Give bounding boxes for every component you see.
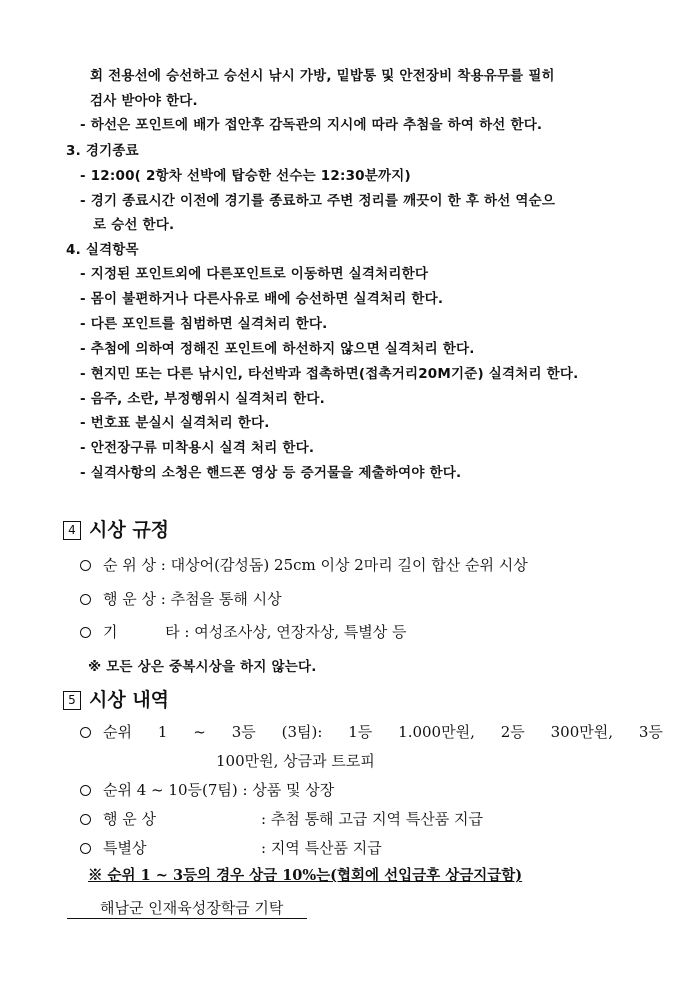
award-rules-heading [63,519,169,542]
award-detail-top3-parts [103,723,663,741]
award-rule-text: 여성조사상, 연장자상, 특별상 등 [194,623,407,641]
section-3-line-1: - 12:00( 2항차 선박에 탑승한 선수는 12:30분까지) [80,168,411,184]
disqualify-item: - 실격사항의 소청은 핸드폰 영상 등 증거물을 제출하여야 한다. [80,465,462,481]
section-3-line-3: 로 승선 한다. [93,217,175,233]
award-rule-etc [80,623,406,641]
disqualify-item: - 몸이 불편하거나 다른사유로 배에 승선하면 실격처리 한다. [80,291,444,307]
award-detail-part: 1.000만원, [398,723,475,741]
section-4-title: 4. 실격항목 [66,242,139,258]
award-detail-part: 300만원, [550,723,614,741]
award-details-title: 시상 내역 [89,689,170,711]
rules-line-1: 회 전용선에 승선하고 승선시 낚시 가방, 밑밥통 및 안전장비 착용유무를 필히 [90,68,555,84]
award-detail-part: 3등 [638,723,663,741]
award-rule-label: 순 위 상 : [103,556,166,574]
award-rule-label: 기 타 : [103,623,190,641]
award-rule-label: 행 운 상 : [103,590,166,608]
award-details-note-2 [67,899,307,919]
award-details-note: ※ 순위 1 ~ 3등의 경우 상금 10%는(협회에 선입금후 상금지급함) [88,867,523,884]
section-number-box: 5 [63,691,81,710]
award-rules-note: ※ 모든 상은 중복시상을 하지 않는다. [88,659,317,675]
disqualify-item: - 지정된 포인트외에 다른포인트로 이동하면 실격처리한다 [80,266,429,282]
bullet-circle-icon [80,814,91,825]
disqualify-item: - 안전장구류 미착용시 실격 처리 한다. [80,440,315,456]
rules-line-3: - 하선은 포인트에 배가 접안후 감독관의 지시에 따라 추첨을 하여 하선 한다. [80,117,543,133]
section-3-line-2: - 경기 종료시간 이전에 경기를 종료하고 주변 정리를 깨끗이 한 후 하선 역순으 [80,193,556,209]
award-details-heading [63,689,169,712]
award-detail-part: (3팀): [281,723,323,741]
award-detail-text: : 지역 특산품 지급 [261,839,382,857]
disqualify-item: - 추첨에 의하여 정해진 포인트에 하선하지 않으면 실격처리 한다. [80,341,475,357]
award-detail-lucky [80,810,483,828]
award-rule-text: 추첨을 통해 시상 [170,590,282,608]
award-detail-label: 특별상 [103,839,147,857]
award-detail-rank4-10 [80,781,334,799]
award-detail-part: 순위 [103,723,132,741]
bullet-circle-icon [80,785,91,796]
award-detail-label: 행 운 상 [103,810,157,828]
disqualify-item: - 음주, 소란, 부정행위시 실격처리 한다. [80,391,325,407]
award-rules-title: 시상 규정 [89,519,170,541]
award-rule-text: 대상어(감성돔) 25cm 이상 2마리 길이 합산 순위 시상 [170,556,528,574]
award-detail-text: 순위 4 ~ 10등(7팀) : 상품 및 상장 [103,781,335,799]
award-detail-part: ~ [193,723,206,741]
disqualify-item: - 현지민 또는 다른 낚시인, 타선박과 접촉하면(접촉거리20M기준) 실격처리 한다. [80,366,579,382]
award-rule-lucky [80,590,282,608]
disqualify-item: - 번호표 분실시 실격처리 한다. [80,415,270,431]
award-detail-top3-cont: 100만원, 상금과 트로피 [216,752,375,770]
disqualify-item: - 다른 포인트를 침범하면 실격처리 한다. [80,316,328,332]
award-detail-part: 1 [157,723,168,741]
award-detail-text: : 추첨 통해 고급 지역 특산품 지급 [261,810,484,828]
bullet-circle-icon [80,627,91,638]
bullet-circle-icon [80,727,91,738]
scholarship-donation-text: 해남군 인재육성장학금 기탁 [100,899,284,917]
bullet-circle-icon [80,594,91,605]
section-3-title: 3. 경기종료 [66,143,139,159]
section-number-box: 4 [63,521,81,540]
award-detail-top3 [80,723,663,741]
bullet-circle-icon [80,843,91,854]
rules-line-2: 검사 받아야 한다. [90,93,198,109]
bullet-circle-icon [80,560,91,571]
award-rule-rank [80,556,528,574]
award-detail-part: 1등 [348,723,373,741]
award-detail-part: 2등 [500,723,525,741]
award-detail-special [80,839,382,857]
award-detail-part: 3등 [231,723,256,741]
